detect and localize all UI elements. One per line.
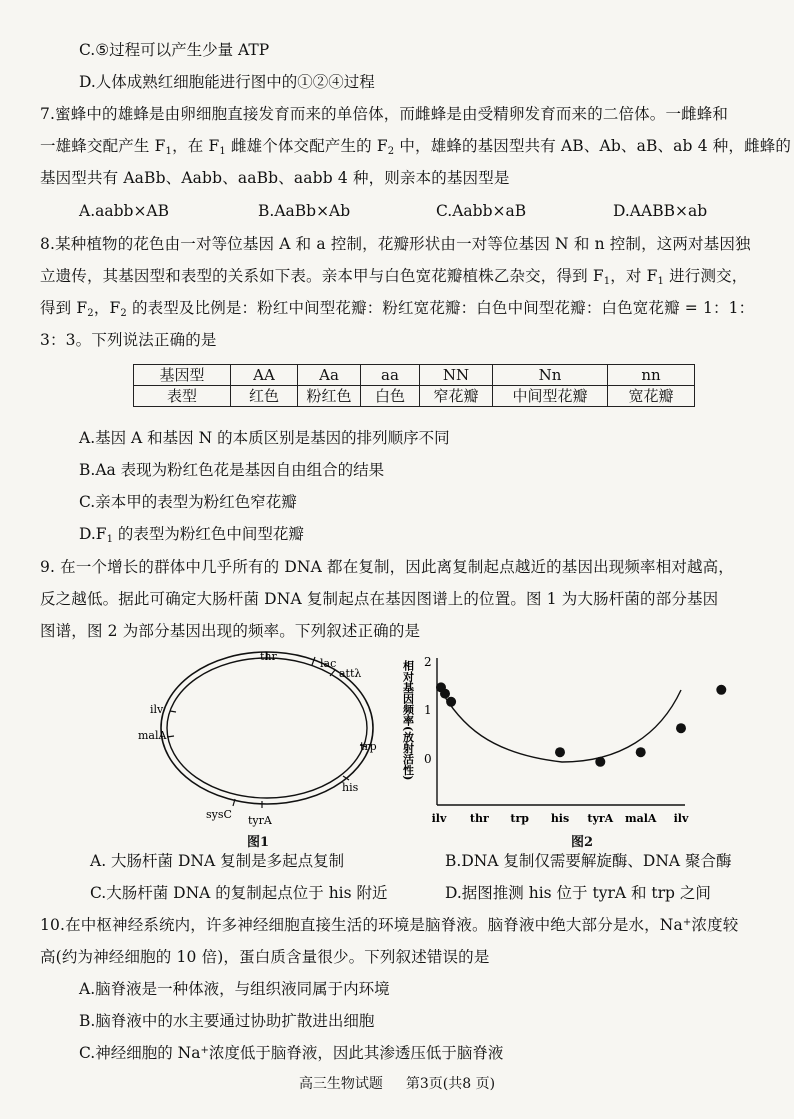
q8-stem-line4: 3：3。下列说法正确的是 — [40, 331, 217, 349]
gene-label-att: attλ — [339, 667, 362, 680]
q9-option-a: A. 大肠杆菌 DNA 复制是多起点复制 — [90, 852, 345, 870]
table-cell: 白色 — [361, 386, 420, 407]
gene-tick — [170, 711, 176, 712]
y-tick-label: 1 — [424, 703, 432, 717]
q10-option-b: B.脑脊液中的水主要通过协助扩散进出细胞 — [79, 1012, 375, 1030]
table-cell: 中间型花瓣 — [493, 386, 608, 407]
x-tick-label: thr — [469, 812, 489, 825]
data-points — [436, 682, 726, 766]
q9-stem-line3: 图谱，图 2 为部分基因出现的频率。下列叙述正确的是 — [40, 622, 421, 640]
gene-tick — [312, 657, 315, 665]
q8-option-a: A.基因 A 和基因 N 的本质区别是基因的排列顺序不同 — [79, 429, 450, 447]
x-tick-label: malA — [624, 812, 657, 825]
table-cell: aa — [361, 365, 420, 386]
data-point — [446, 697, 456, 707]
figure1-gene-map — [138, 648, 400, 848]
x-tick-labels — [432, 812, 689, 825]
table-cell: AA — [231, 365, 298, 386]
figure2-chart — [400, 650, 700, 830]
page-footer — [0, 1073, 794, 1093]
table-cell: Nn — [493, 365, 608, 386]
q9-option-d: D.据图推测 his 位于 tyrA 和 trp 之间 — [445, 884, 711, 902]
footer-subject: 高三生物试题 — [298, 1076, 383, 1092]
gene-label-ilv: ilv — [150, 703, 164, 716]
genotype-phenotype-table — [133, 364, 695, 407]
figure1-caption: 图1 — [247, 835, 270, 850]
q7-option-a: A.aabb×AB — [79, 202, 170, 220]
table-cell: NN — [420, 365, 493, 386]
q10-option-c: C.神经细胞的 Na+浓度低于脑脊液，因此其渗透压低于脑脊液 — [79, 1044, 504, 1062]
q10-option-a: A.脑脊液是一种体液，与组织液同属于内环境 — [79, 980, 390, 998]
x-tick-label: trp — [510, 812, 529, 825]
x-tick-label: his — [550, 812, 570, 825]
q8-stem-line2: 立遗传，其基因型和表型的关系如下表。亲本甲与白色宽花瓣植株乙杂交，得到 $F_1$，对 $F_1$ 进行测交， — [40, 267, 748, 287]
gene-label-sysC: sysC — [206, 808, 232, 821]
q8-option-b: B.Aa 表现为粉红色花是基因自由组合的结果 — [79, 461, 385, 479]
q7-option-d: D.AABB×ab — [613, 202, 708, 220]
gene-label-his: his — [342, 781, 359, 794]
q9-option-c: C.大肠杆菌 DNA 的复制起点位于 his 附近 — [90, 884, 388, 902]
q6-option-d: D.人体成熟红细胞能进行图中的①②④过程 — [79, 73, 375, 91]
data-point — [595, 757, 605, 767]
x-tick-label: tyrA — [587, 812, 614, 825]
y-tick-label: 0 — [424, 752, 432, 766]
q9-stem-line1: 9. 在一个增长的群体中几乎所有的 DNA 都在复制，因此离复制起点越近的基因出现频率相对越高， — [40, 558, 734, 576]
data-point — [716, 685, 726, 695]
table-cell: Aa — [298, 365, 361, 386]
data-point — [676, 723, 686, 733]
q10-stem-line2: 高(约为神经细胞的 10 倍)，蛋白质含量很少。下列叙述错误的是 — [40, 948, 490, 966]
chart-ylabel: 相对基因频率(放射活性) — [401, 660, 415, 781]
table-cell: 基因型 — [134, 365, 231, 386]
figure2-caption: 图2 — [571, 835, 594, 850]
table-cell: 表型 — [134, 386, 231, 407]
q9-option-b: B.DNA 复制仅需要解旋酶、DNA 聚合酶 — [445, 852, 732, 870]
q6-option-c: C.⑤过程可以产生少量 ATP — [79, 41, 270, 59]
x-tick-label: ilv — [673, 812, 689, 825]
q8-option-d: $D.F_1$ 的表型为粉红色中间型花瓣 — [79, 525, 304, 545]
q7-stem-line2: 一雄蜂交配产生 $F_1$，在 $F_1$ 雌雄个体交配产生的 $F_2$ 中，雄蜂的基因型共有 AB、Ab、aB、ab 4 种，雌蜂的 — [40, 137, 792, 157]
data-point — [636, 747, 646, 757]
table-row — [134, 365, 695, 386]
table-cell: 粉红色 — [298, 386, 361, 407]
gene-label-tyrA: tyrA — [248, 814, 272, 827]
q8-option-c: C.亲本甲的表型为粉红色窄花瓣 — [79, 493, 297, 511]
gene-label-trp: trp — [360, 740, 377, 753]
gene-label-lac: lac — [320, 657, 337, 670]
data-point — [440, 689, 450, 699]
y-tick-label: 2 — [424, 655, 432, 669]
table-cell: 红色 — [231, 386, 298, 407]
q7-option-b: B.AaBb×Ab — [258, 202, 351, 220]
q8-stem-line3: 得到 $F_2$，$F_2$ 的表型及比例是：粉红中间型花瓣：粉红宽花瓣：白色中间型花瓣：白色宽花瓣 = 1：1： — [40, 299, 755, 319]
gene-label-malA: malA — [138, 729, 167, 742]
q10-stem-line1: 10.在中枢神经系统内，许多神经细胞直接生活的环境是脑脊液。脑脊液中绝大部分是水，Na+浓度较 — [40, 916, 739, 934]
table-cell: 窄花瓣 — [420, 386, 493, 407]
q8-stem-line1: 8.某种植物的花色由一对等位基因 A 和 a 控制，花瓣形状由一对等位基因 N 和 n 控制，这两对基因独 — [40, 235, 751, 253]
footer-page-number: 第3页(共8 页) — [405, 1076, 496, 1092]
data-point — [555, 747, 565, 757]
chromosome-inner-ring — [167, 658, 367, 798]
q7-stem-line1: 7.蜜蜂中的雄蜂是由卵细胞直接发育而来的单倍体，而雌蜂是由受精卵发育而来的二倍体。一雌蜂和 — [40, 105, 729, 123]
gene-label-thr: thr — [260, 650, 277, 663]
table-cell: nn — [608, 365, 695, 386]
q7-stem-line3: 基因型共有 AaBb、Aabb、aaBb、aabb 4 种，则亲本的基因型是 — [40, 169, 510, 187]
q9-stem-line2: 反之越低。据此可确定大肠杆菌 DNA 复制起点在基因图谱上的位置。图 1 为大肠杆菌的部分基因 — [40, 590, 719, 608]
table-row — [134, 386, 695, 407]
table-cell: 宽花瓣 — [608, 386, 695, 407]
x-tick-label: ilv — [431, 812, 447, 825]
q7-option-c: C.Aabb×aB — [436, 202, 527, 220]
